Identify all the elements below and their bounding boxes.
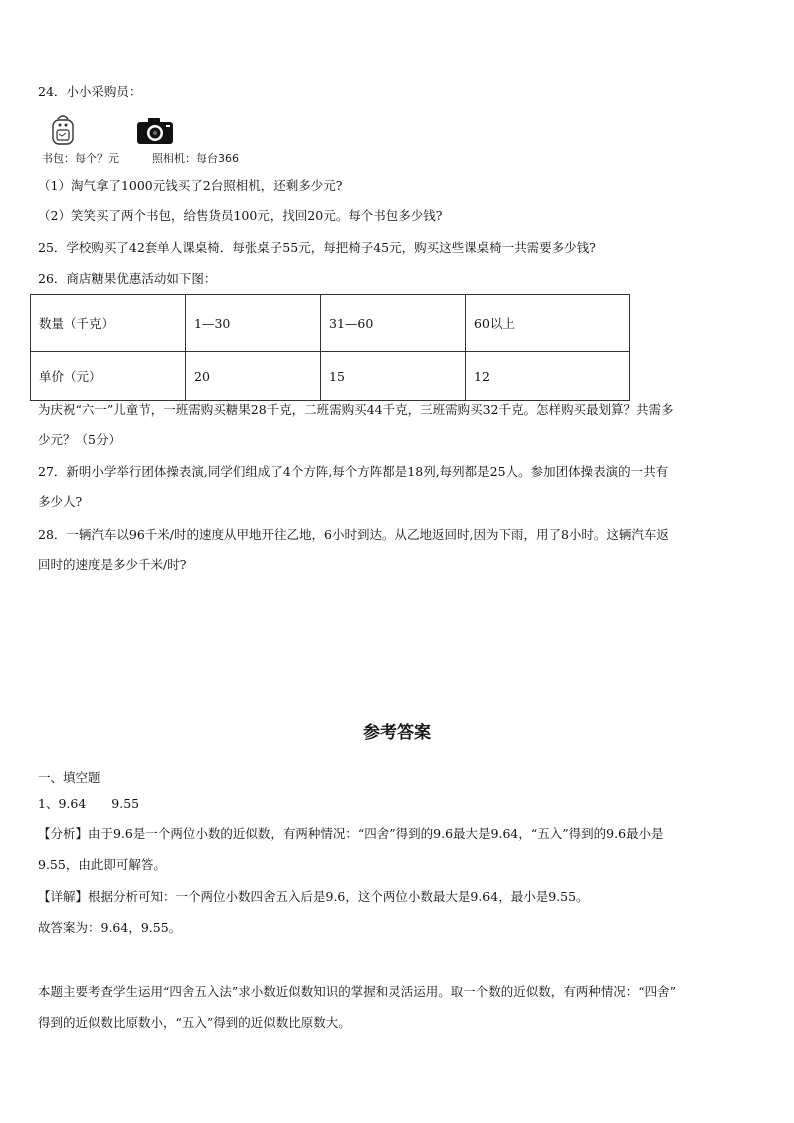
camera-caption: 照相机：每台366 (152, 152, 239, 165)
backpack-icon (46, 113, 80, 151)
analysis-line2: 9.55，由此即可解答。 (38, 857, 166, 872)
table-cell: 单价（元） (31, 352, 186, 401)
q26-title: 26．商店糖果优惠活动如下图： (38, 271, 217, 286)
detail: 【详解】根据分析可知：一个两位小数四舍五入后是9.6，这个两位小数最大是9.64，最小是9.55。 (38, 889, 589, 904)
table-row (31, 352, 630, 401)
table-cell: 20 (186, 352, 321, 401)
q24-title: 24．小小采购员： (38, 84, 142, 99)
q25: 25．学校购买了42套单人课桌椅．每张桌子55元，每把椅子45元，购买这些课桌椅一共需要多少钱? (38, 240, 596, 255)
summary-line1: 本题主要考查学生运用“四舍五入法”求小数近似数知识的掌握和灵活运用。取一个数的近似数，有两种情况：“四舍” (38, 984, 677, 999)
answers-title: 参考答案 (363, 723, 431, 743)
summary-line2: 得到的近似数比原数小，“五入”得到的近似数比原数大。 (38, 1015, 351, 1030)
q28-line1: 28．一辆汽车以96千米/时的速度从甲地开往乙地，6小时到达。从乙地返回时,因为下雨，用了8小时。这辆汽车返 (38, 527, 669, 542)
table-cell: 12 (466, 352, 630, 401)
q27-line1: 27．新明小学举行团体操表演,同学们组成了4个方阵,每个方阵都是18列,每列都是25人。参加团体操表演的一共有 (38, 464, 669, 479)
backpack-caption: 书包：每个？元 (42, 152, 119, 165)
table-cell: 1—30 (186, 295, 321, 352)
q26-text-line1: 为庆祝“六一”儿童节，一班需购买糖果28千克，二班需购买44千克，三班需购买32千克。怎样购买最划算？共需多 (38, 402, 674, 417)
section-heading: 一、填空题 (38, 770, 101, 785)
q26-text-line2: 少元？（5分） (38, 432, 121, 447)
price-table (30, 294, 630, 401)
camera-icon (136, 117, 174, 149)
q28-line2: 回时的速度是多少千米/时? (38, 557, 187, 572)
table-cell: 数量（千克） (31, 295, 186, 352)
conclusion: 故答案为：9.64，9.55。 (38, 920, 182, 935)
answer-1: 1、9.64 9.55 (38, 796, 140, 811)
table-cell: 60以上 (466, 295, 630, 352)
table-cell: 31—60 (321, 295, 466, 352)
q24-sub2: （2）笑笑买了两个书包，给售货员100元，找回20元。每个书包多少钱? (38, 208, 443, 223)
analysis-line1: 【分析】由于9.6是一个两位小数的近似数，有两种情况：“四舍”得到的9.6最大是9.64，“五入”得到的9.6最小是 (38, 826, 664, 841)
table-row (31, 295, 630, 352)
q24-sub1: （1）淘气拿了1000元钱买了2台照相机，还剩多少元? (38, 178, 343, 193)
q27-line2: 多少人? (38, 494, 83, 509)
table-cell: 15 (321, 352, 466, 401)
